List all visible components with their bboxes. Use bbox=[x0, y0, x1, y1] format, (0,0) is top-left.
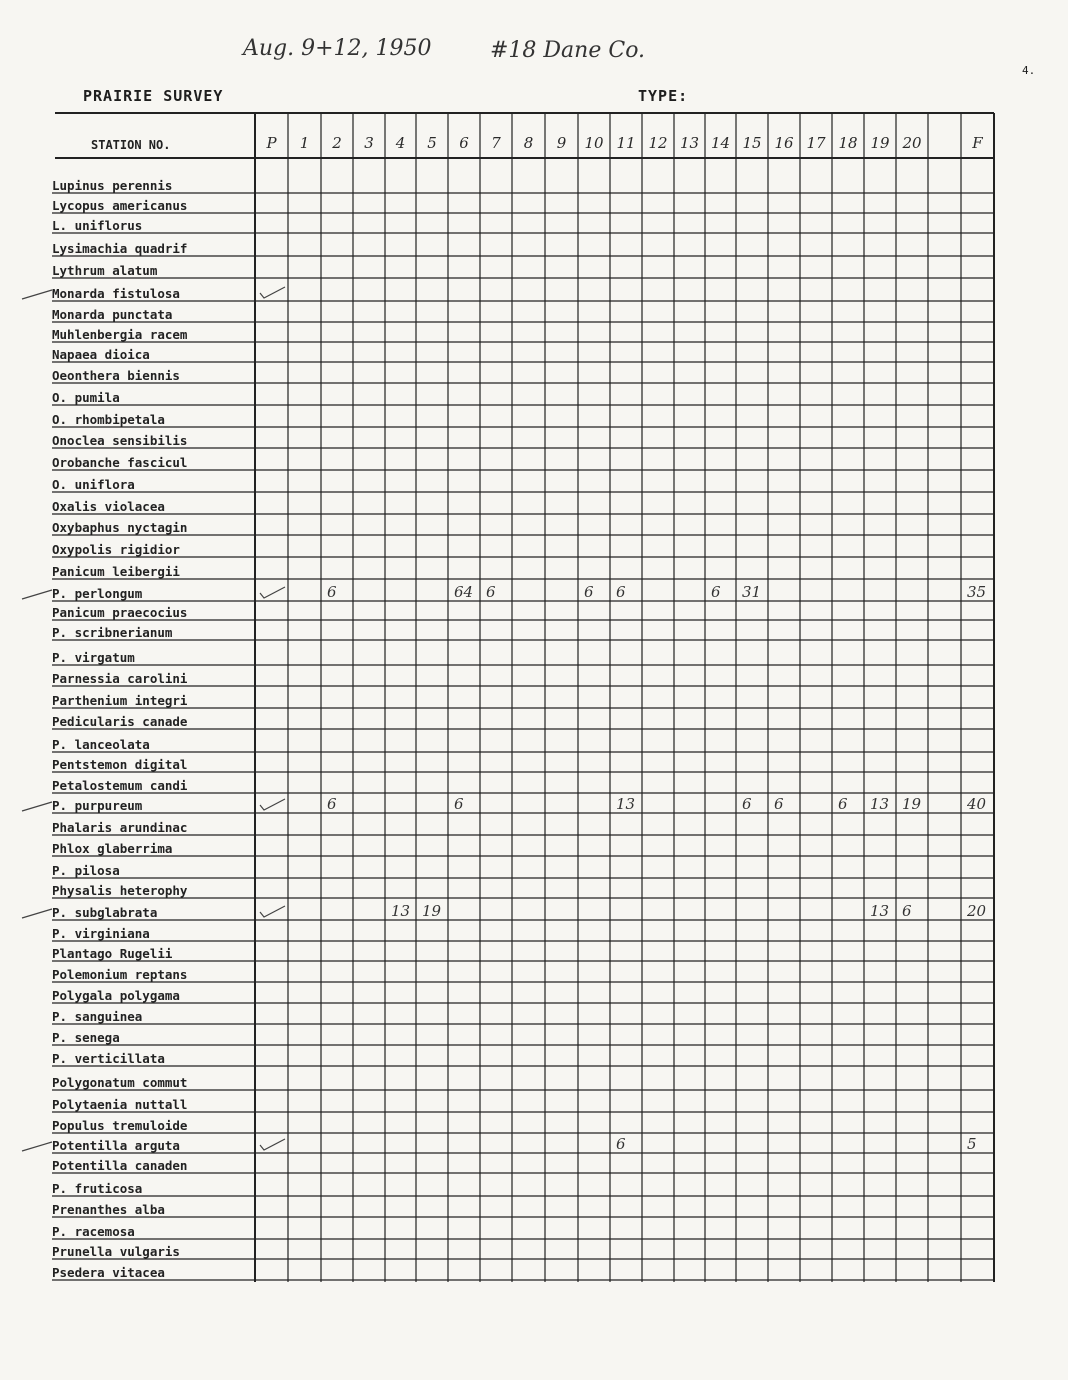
site-number: #18 Dane Co. bbox=[490, 38, 646, 63]
cell-value: 13 bbox=[870, 902, 890, 920]
species-name: Polygala polygama bbox=[52, 988, 180, 1003]
margin-check-mark bbox=[22, 909, 52, 918]
column-header: 9 bbox=[556, 134, 567, 152]
column-header: 19 bbox=[870, 134, 890, 152]
species-name: P. pilosa bbox=[52, 863, 120, 878]
cell-value: 6 bbox=[902, 902, 912, 920]
species-name: Monarda punctata bbox=[52, 307, 173, 322]
species-name: P. fruticosa bbox=[52, 1181, 143, 1196]
species-name: Monarda fistulosa bbox=[52, 286, 180, 301]
page-number: 4. bbox=[1022, 64, 1036, 77]
cell-value: 6 bbox=[711, 583, 721, 601]
cell-value: 64 bbox=[454, 583, 474, 601]
column-headers bbox=[265, 134, 983, 152]
species-name: Pentstemon digital bbox=[52, 757, 188, 772]
cell-value: 40 bbox=[967, 795, 987, 813]
species-name: Populus tremuloide bbox=[52, 1118, 188, 1133]
species-name: P. senega bbox=[52, 1030, 120, 1045]
species-name: Potentilla canaden bbox=[52, 1158, 188, 1173]
column-header: 16 bbox=[774, 134, 794, 152]
cell-value: 5 bbox=[967, 1135, 977, 1153]
species-name: Panicum leibergii bbox=[52, 564, 180, 579]
species-name: Panicum praecocius bbox=[52, 605, 188, 620]
column-header: 17 bbox=[806, 134, 826, 152]
species-name: Psedera vitacea bbox=[52, 1265, 165, 1280]
column-header: 10 bbox=[584, 134, 604, 152]
column-header: 8 bbox=[523, 134, 534, 152]
column-header: 2 bbox=[332, 134, 342, 152]
species-name: O. uniflora bbox=[52, 477, 135, 492]
cell-value: 20 bbox=[967, 902, 987, 920]
species-name: P. perlongum bbox=[52, 586, 143, 601]
margin-check-mark bbox=[22, 802, 52, 811]
species-name: Parnessia carolini bbox=[52, 671, 188, 686]
species-name: Lysimachia quadrif bbox=[52, 241, 188, 256]
species-name: Plantago Rugelii bbox=[52, 946, 173, 961]
species-name: O. pumila bbox=[52, 390, 120, 405]
species-name: Muhlenbergia racem bbox=[52, 327, 188, 342]
margin-check-mark bbox=[22, 1142, 52, 1151]
table-grid bbox=[52, 113, 994, 1282]
species-name: L. uniflorus bbox=[52, 218, 143, 233]
data-values bbox=[260, 287, 987, 1153]
species-name: Oxybaphus nyctagin bbox=[52, 520, 188, 535]
check-mark bbox=[260, 287, 285, 298]
species-name: P. virgatum bbox=[52, 650, 135, 665]
column-header: P bbox=[266, 134, 277, 152]
species-name: Pedicularis canade bbox=[52, 714, 188, 729]
check-mark bbox=[260, 906, 285, 917]
margin-check-mark bbox=[22, 590, 52, 599]
column-header: 20 bbox=[902, 134, 922, 152]
check-mark bbox=[260, 1139, 285, 1150]
cell-value: 6 bbox=[616, 1135, 626, 1153]
cell-value: 35 bbox=[967, 583, 987, 601]
column-header: 15 bbox=[742, 134, 762, 152]
cell-value: 19 bbox=[422, 902, 442, 920]
cell-value: 6 bbox=[584, 583, 594, 601]
cell-value: 6 bbox=[838, 795, 848, 813]
species-name: Oxalis violacea bbox=[52, 499, 165, 514]
check-mark bbox=[260, 799, 285, 810]
species-name: Potentilla arguta bbox=[52, 1138, 180, 1153]
cell-value: 6 bbox=[327, 583, 337, 601]
species-name: P. racemosa bbox=[52, 1224, 135, 1239]
cell-value: 13 bbox=[391, 902, 411, 920]
cell-value: 19 bbox=[902, 795, 922, 813]
species-name: Orobanche fascicul bbox=[52, 455, 188, 470]
species-name: Napaea dioica bbox=[52, 347, 150, 362]
column-header: 14 bbox=[710, 134, 731, 152]
column-header: 5 bbox=[427, 134, 437, 152]
survey-date: Aug. 9+12, 1950 bbox=[243, 36, 432, 61]
column-header: 6 bbox=[459, 134, 469, 152]
species-name: O. rhombipetala bbox=[52, 412, 165, 427]
species-name: Polemonium reptans bbox=[52, 967, 188, 982]
station-label: STATION NO. bbox=[91, 138, 171, 152]
species-name: Lythrum alatum bbox=[52, 263, 158, 278]
species-name: P. sanguinea bbox=[52, 1009, 143, 1024]
cell-value: 6 bbox=[486, 583, 496, 601]
margin-check-mark bbox=[22, 290, 52, 299]
cell-value: 6 bbox=[454, 795, 464, 813]
species-name: P. lanceolata bbox=[52, 737, 150, 752]
species-name: P. verticillata bbox=[52, 1051, 165, 1066]
column-header: 12 bbox=[648, 134, 668, 152]
column-header: 1 bbox=[299, 134, 310, 152]
species-name: P. purpureum bbox=[52, 798, 143, 813]
species-name: Physalis heterophy bbox=[52, 883, 188, 898]
column-header: 13 bbox=[679, 134, 700, 152]
species-name: Phlox glaberrima bbox=[52, 841, 173, 856]
species-name: Oxypolis rigidior bbox=[52, 542, 180, 557]
column-header: 4 bbox=[395, 134, 406, 152]
species-name: Lycopus americanus bbox=[52, 198, 188, 213]
species-name: Polygonatum commut bbox=[52, 1075, 188, 1090]
cell-value: 31 bbox=[742, 583, 762, 601]
species-name: P. virginiana bbox=[52, 926, 150, 941]
cell-value: 13 bbox=[616, 795, 636, 813]
cell-value: 6 bbox=[327, 795, 337, 813]
species-name: Parthenium integri bbox=[52, 693, 188, 708]
species-name: Lupinus perennis bbox=[52, 178, 173, 193]
species-name: Petalostemum candi bbox=[52, 778, 188, 793]
column-header: 11 bbox=[616, 134, 636, 152]
cell-value: 6 bbox=[616, 583, 626, 601]
cell-value: 6 bbox=[742, 795, 752, 813]
species-name: Prunella vulgaris bbox=[52, 1244, 180, 1259]
cell-value: 13 bbox=[870, 795, 890, 813]
species-name: Polytaenia nuttall bbox=[52, 1097, 188, 1112]
column-header: F bbox=[972, 134, 983, 152]
species-name: P. scribnerianum bbox=[52, 625, 173, 640]
column-header: 7 bbox=[491, 134, 501, 152]
check-mark bbox=[260, 587, 285, 598]
type-label: TYPE: bbox=[638, 87, 689, 105]
column-header: 18 bbox=[838, 134, 858, 152]
species-name: Phalaris arundinac bbox=[52, 820, 188, 835]
species-name: P. subglabrata bbox=[52, 905, 158, 920]
species-name: Onoclea sensibilis bbox=[52, 433, 188, 448]
cell-value: 6 bbox=[774, 795, 784, 813]
column-header: 3 bbox=[364, 134, 374, 152]
species-name: Oeonthera biennis bbox=[52, 368, 180, 383]
page-title: PRAIRIE SURVEY bbox=[83, 87, 224, 105]
species-name: Prenanthes alba bbox=[52, 1202, 165, 1217]
